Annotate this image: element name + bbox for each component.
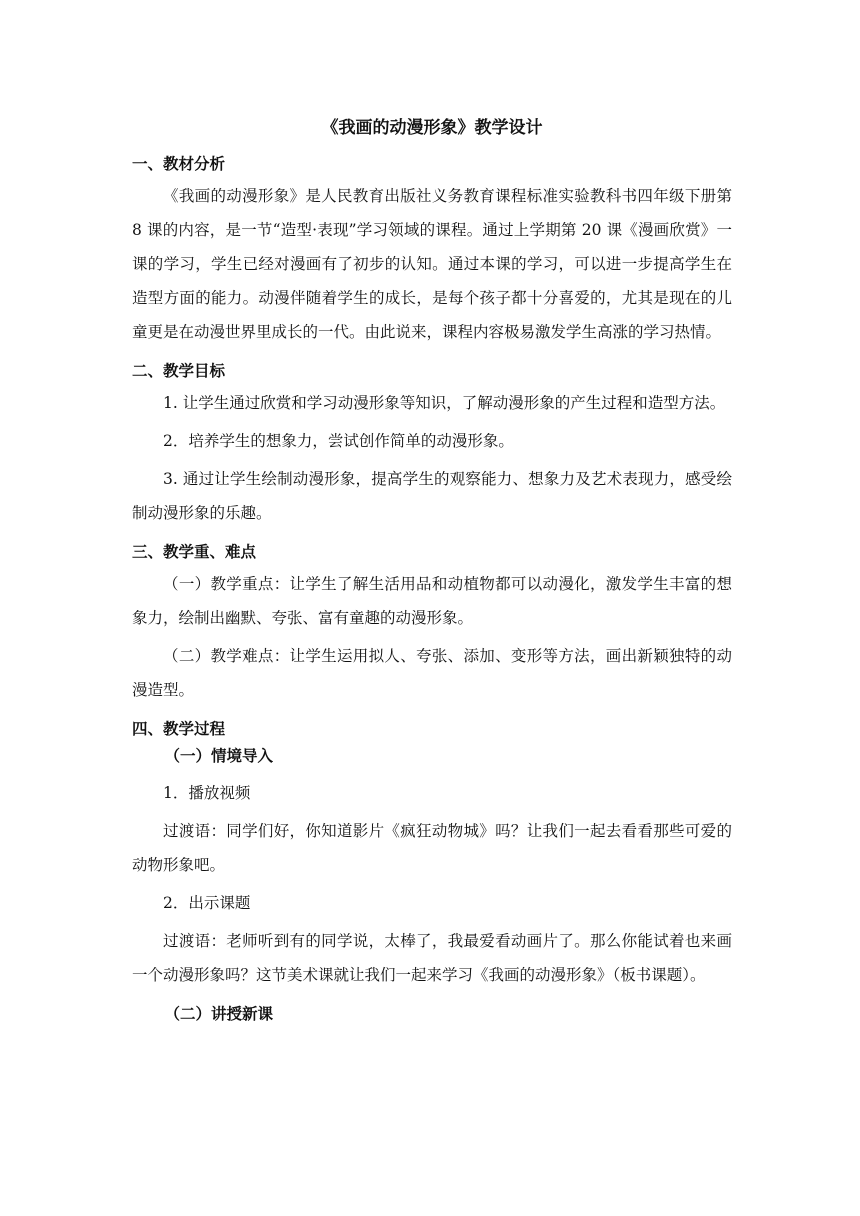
difficult-point-item: （二）教学难点：让学生运用拟人、夸张、添加、变形等方法，画出新颖独特的动漫造型。: [132, 647, 732, 699]
process-step-play-video: 1．播放视频: [163, 784, 251, 802]
section-heading-process: 四、教学过程: [132, 720, 226, 738]
process-step-show-topic: 2．出示课题: [163, 894, 251, 912]
process-transition-1: 过渡语：同学们好，你知道影片《疯狂动物城》吗？让我们一起去看看那些可爱的动物形象吧。: [132, 822, 732, 874]
document-title: 《我画的动漫形象》教学设计: [321, 118, 543, 138]
objective-item-2: 2．培养学生的想象力，尝试创作简单的动漫形象。: [163, 432, 514, 450]
key-point-item: （一）教学重点：让学生了解生活用品和动植物都可以动漫化，激发学生丰富的想象力，绘制出幽默、夸张、富有童趣的动漫形象。: [132, 575, 732, 627]
objective-item-3: 3. 通过让学生绘制动漫形象，提高学生的观察能力、想象力及艺术表现力，感受绘制动漫形象的乐趣。: [132, 470, 732, 522]
subsection-heading-new-lesson: （二）讲授新课: [164, 1005, 274, 1023]
section-heading-objectives: 二、教学目标: [132, 362, 226, 380]
process-transition-2: 过渡语：老师听到有的同学说，太棒了，我最爱看动画片了。那么你能试着也来画一个动漫形象吗？这节美术课就让我们一起来学习《我画的动漫形象》（板书课题）。: [132, 932, 732, 984]
paragraph-analysis: 《我画的动漫形象》是人民教育出版社义务教育课程标准实验教科书四年级下册第 8 课的内容，是一节“造型·表现”学习领域的课程。通过上学期第 20 课《漫画欣赏》一课的学习，学生已经对漫画有了初步的认知。通过本课的学习，可以进一步提高学生在造型方面的能力。动漫伴随着学生的成长，是每个孩子都十分喜爱的，尤其是现在的儿童更是在动漫世界里成长的一代。由此说来，课程内容极易激发学生高涨的学习热情。: [132, 187, 732, 341]
section-heading-analysis: 一、教材分析: [132, 155, 226, 173]
objective-item-1: 1. 让学生通过欣赏和学习动漫形象等知识，了解动漫形象的产生过程和造型方法。: [163, 394, 726, 412]
section-heading-key-points: 三、教学重、难点: [132, 543, 257, 561]
subsection-heading-intro: （一）情境导入: [164, 747, 274, 765]
